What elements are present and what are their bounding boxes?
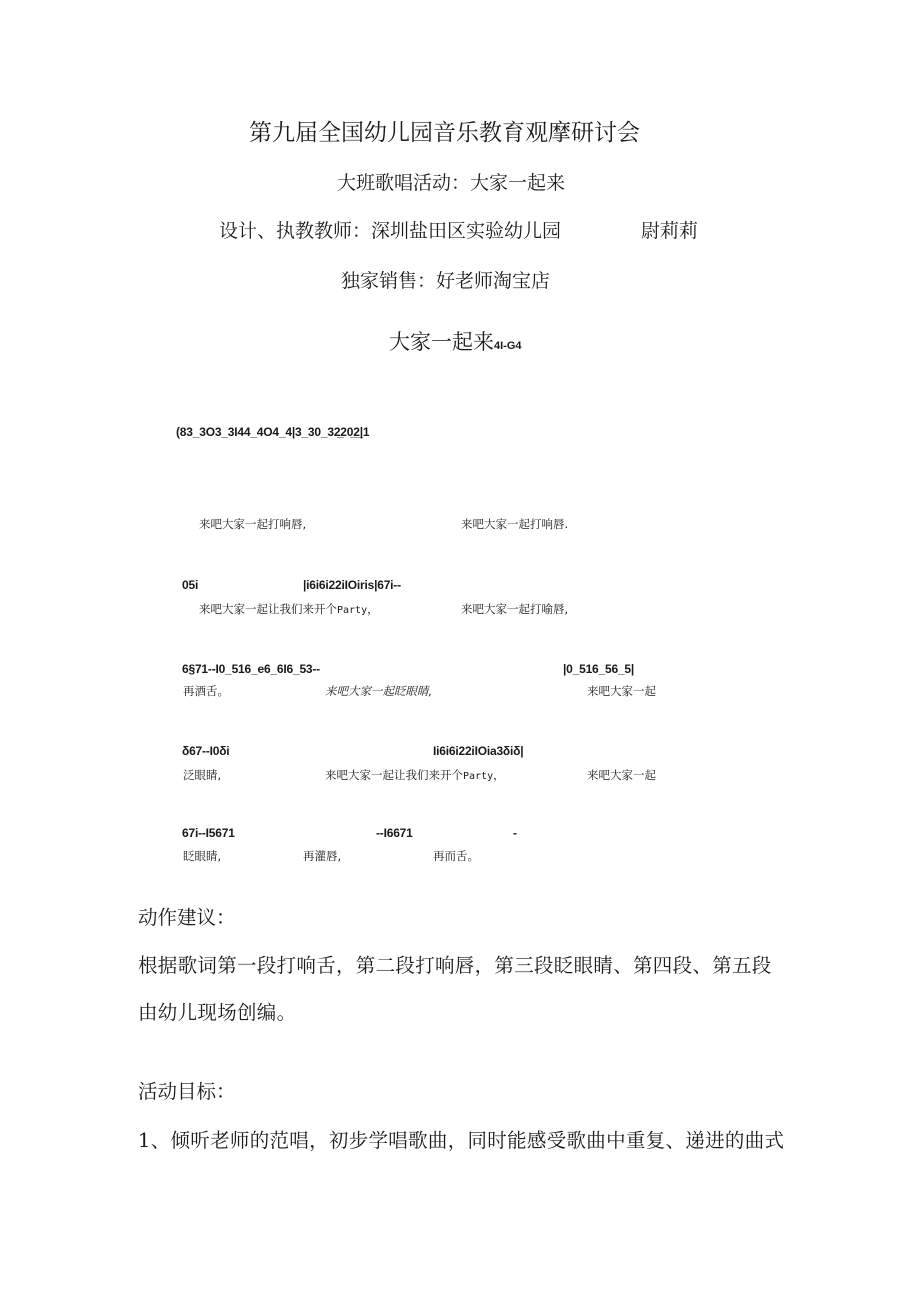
score-line-4b: |0_516_56_5| bbox=[563, 662, 635, 676]
song-key: 4I-G4 bbox=[494, 340, 522, 352]
score-line-3a: 05i bbox=[182, 578, 199, 592]
page-title: 第九届全国幼儿园音乐教育观摩研讨会 bbox=[249, 120, 640, 146]
action-text-line-2: 由幼儿现场创编。 bbox=[138, 1001, 297, 1024]
score-line-6a: 67i--I5671 bbox=[182, 826, 235, 840]
score-line-6c: - bbox=[513, 826, 517, 840]
song-title-row bbox=[389, 326, 522, 356]
song-title: 大家一起来 bbox=[389, 330, 494, 354]
score-line-5b: Ii6i6i22iIOia3δiδ| bbox=[433, 744, 524, 758]
score-line-4a: 6§71--I0_516_e6_6I6_53-- bbox=[182, 662, 320, 676]
score-line-6b: --I6671 bbox=[376, 826, 413, 840]
lyric-line-4a: 再酒舌。 bbox=[183, 684, 229, 698]
lyric-line-5b bbox=[325, 767, 505, 783]
lyric-text: ， bbox=[493, 768, 505, 782]
score-line-1: (83_3O3_3I44_4O4_4|3_30_32̲20̲2̲|1 bbox=[176, 425, 370, 439]
action-heading: 动作建议： bbox=[138, 906, 236, 929]
lyric-text: ， bbox=[367, 602, 379, 616]
lyric-line-3b: 来吧大家一起打喻唇, bbox=[461, 602, 569, 616]
lyric-line-4b: 来吧大家一起眨眼睛, bbox=[325, 684, 433, 698]
score-line-3b: |i6i6i22iIOiris|67i-- bbox=[303, 578, 401, 592]
lyric-line-6c: 再而舌。 bbox=[433, 849, 479, 863]
lyric-party: Party bbox=[337, 605, 368, 616]
sales-info: 独家销售：好老师淘宝店 bbox=[341, 270, 551, 292]
teacher-info: 设计、执教教师：深圳盐田区实验幼儿园 bbox=[219, 220, 562, 242]
lyric-text: 来吧大家一起让我们来开个 bbox=[325, 768, 463, 782]
lyric-line-2b: 来吧大家一起打响唇. bbox=[461, 517, 569, 531]
activity-title: 大班歌唱活动：大家一起来 bbox=[337, 172, 566, 194]
teacher-name: 尉莉莉 bbox=[641, 220, 699, 242]
lyric-line-3a bbox=[199, 601, 379, 617]
lyric-text: 来吧大家一起让我们来开个 bbox=[199, 602, 337, 616]
lyric-line-5a: 泛眼睛, bbox=[183, 768, 222, 782]
lyric-line-2a: 来吧大家一起打响唇, bbox=[199, 517, 307, 531]
lyric-line-5c: 来吧大家一起 bbox=[587, 768, 656, 782]
lyric-line-4c: 来吧大家一起 bbox=[587, 684, 656, 698]
action-text-line-1: 根据歌词第一段打响舌，第二段打响唇，第三段眨眼睛、第四段、第五段 bbox=[138, 954, 772, 977]
goal-heading: 活动目标： bbox=[138, 1080, 236, 1103]
lyric-party: Party bbox=[463, 771, 494, 782]
lyric-line-6a: 眨眼睛, bbox=[183, 849, 222, 863]
goal-item-1: 1、倾听老师的范唱，初步学唱歌曲，同时能感受歌曲中重复、递进的曲式 bbox=[138, 1129, 785, 1152]
score-line-5a: δ67--I0δi bbox=[182, 744, 230, 758]
lyric-line-6b: 再灌唇, bbox=[303, 849, 342, 863]
